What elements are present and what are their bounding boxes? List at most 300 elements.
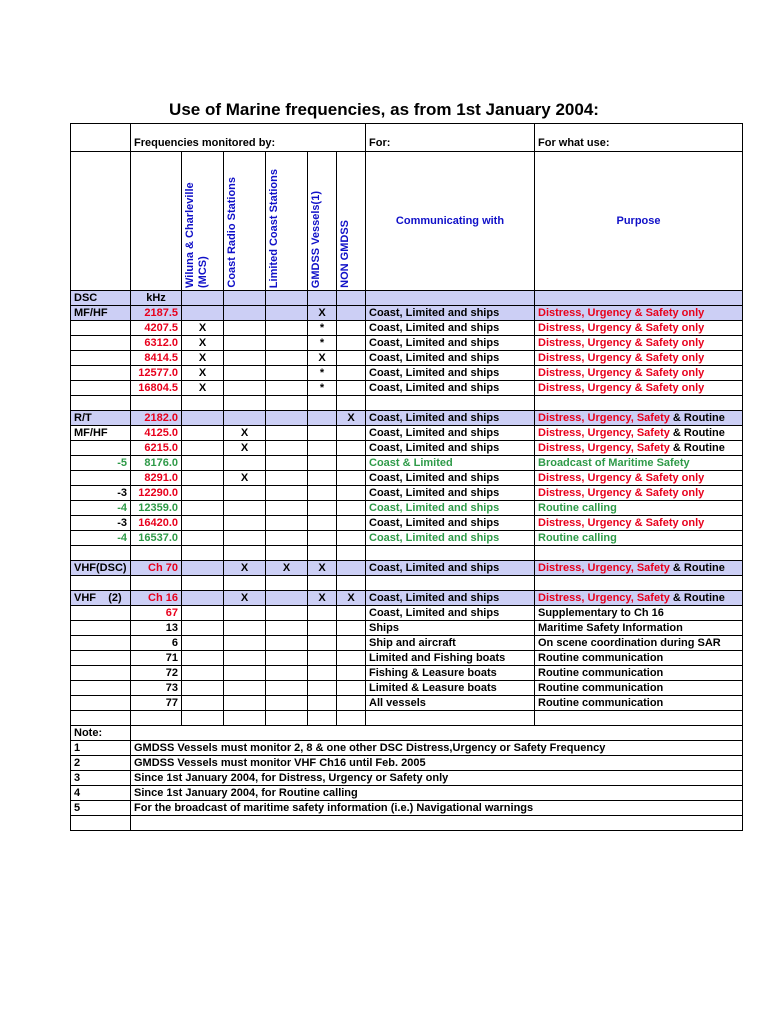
channel: 72: [131, 666, 182, 681]
for-cell: Coast & Limited: [366, 456, 535, 471]
monitor-mark: [266, 336, 308, 351]
monitor-mark: X: [224, 426, 266, 441]
table-cell: [224, 546, 266, 561]
channel: 13: [131, 621, 182, 636]
table-cell: [337, 606, 366, 621]
table-cell: [224, 711, 266, 726]
table-row: [71, 741, 743, 756]
table-row: [71, 321, 743, 336]
for-cell: Coast, Limited and ships: [366, 471, 535, 486]
frequency: 8414.5: [131, 351, 182, 366]
monitor-mark: *: [308, 381, 337, 396]
for-cell: Coast, Limited and ships: [366, 366, 535, 381]
for-cell: Limited & Leasure boats: [366, 681, 535, 696]
table-cell: [224, 576, 266, 591]
monitor-mark: X: [224, 441, 266, 456]
table-cell: [182, 711, 224, 726]
table-row: [71, 756, 743, 771]
table-cell: [182, 576, 224, 591]
frequency: 6312.0: [131, 336, 182, 351]
table-row: [71, 516, 743, 531]
table-cell: [366, 291, 535, 306]
monitor-mark: [337, 306, 366, 321]
for-cell: Coast, Limited and ships: [366, 321, 535, 336]
monitor-mark: X: [308, 306, 337, 321]
monitor-mark: [224, 351, 266, 366]
monitor-mark: [266, 381, 308, 396]
monitor-mark: [182, 456, 224, 471]
monitor-mark: X: [266, 561, 308, 576]
note-number: 3: [71, 771, 131, 786]
monitor-mark: [182, 501, 224, 516]
table-row: [71, 561, 743, 576]
monitor-mark: [224, 321, 266, 336]
table-cell: [266, 576, 308, 591]
monitor-mark: [308, 501, 337, 516]
use-cell: [535, 366, 743, 381]
channel: 6: [131, 636, 182, 651]
table-cell: [71, 321, 131, 336]
table-cell: [182, 666, 224, 681]
use-text: Distress, Urgency & Safety only: [538, 336, 705, 349]
table-cell: [71, 336, 131, 351]
table-cell: [266, 681, 308, 696]
for-cell: Coast, Limited and ships: [366, 336, 535, 351]
table-cell: [308, 291, 337, 306]
table-row: [71, 291, 743, 306]
monitor-mark: X: [337, 411, 366, 426]
note-text: Since 1st January 2004, for Distress, Urgency or Safety only: [131, 771, 743, 786]
use-cell: [535, 441, 743, 456]
table-cell: [71, 711, 131, 726]
monitor-mark: [308, 456, 337, 471]
use-text: Distress, Urgency, Safety: [538, 426, 670, 439]
use-cell: [535, 486, 743, 501]
use-text: Distress, Urgency & Safety only: [538, 381, 705, 394]
monitor-mark: X: [224, 561, 266, 576]
monitor-mark: [266, 531, 308, 546]
section-label: MF/HF: [71, 426, 131, 441]
table-cell: [308, 711, 337, 726]
table-row: [71, 306, 743, 321]
table-cell: [71, 606, 131, 621]
table-cell: [308, 546, 337, 561]
use-text: Distress, Urgency, Safety: [538, 591, 670, 604]
table-cell: [224, 621, 266, 636]
for-cell: Coast, Limited and ships: [366, 351, 535, 366]
table-cell: [337, 681, 366, 696]
monitor-mark: [337, 351, 366, 366]
table-row: [71, 591, 743, 606]
table-row: [71, 666, 743, 681]
header-gmdss-vessels: [308, 152, 337, 291]
monitor-mark: *: [308, 321, 337, 336]
channel: 67: [131, 606, 182, 621]
column-label: GMDSS Vessels(1): [310, 190, 322, 288]
frequency: 16420.0: [131, 516, 182, 531]
use-text: Distress, Urgency & Safety only: [538, 366, 705, 379]
monitor-mark: [224, 306, 266, 321]
for-cell: Coast, Limited and ships: [366, 411, 535, 426]
monitor-mark: [266, 441, 308, 456]
use-cell: [535, 411, 743, 426]
table-row: [71, 351, 743, 366]
column-label: Wiluna & Charleville (MCS): [184, 182, 209, 288]
monitor-mark: [224, 456, 266, 471]
table-cell: [535, 576, 743, 591]
table-cell: [182, 636, 224, 651]
use-cell: [535, 516, 743, 531]
use-cell: Routine communication: [535, 681, 743, 696]
use-text: Distress, Urgency & Safety only: [538, 306, 705, 319]
for-cell: Coast, Limited and ships: [366, 561, 535, 576]
table-cell: [266, 291, 308, 306]
table-cell: [337, 291, 366, 306]
monitor-mark: [337, 516, 366, 531]
unit-label: kHz: [131, 291, 182, 306]
table-cell: [308, 576, 337, 591]
table-row: [71, 681, 743, 696]
table-cell: [71, 696, 131, 711]
use-cell: [535, 471, 743, 486]
note-ref: [71, 471, 131, 486]
monitor-mark: [266, 351, 308, 366]
table-cell: [337, 696, 366, 711]
use-text: Distress, Urgency, Safety: [538, 411, 670, 424]
note-ref: -4: [71, 501, 131, 516]
for-cell: Coast, Limited and ships: [366, 441, 535, 456]
table-cell: [308, 651, 337, 666]
table-cell: [224, 666, 266, 681]
monitor-mark: [308, 411, 337, 426]
column-label: NON GMDSS: [339, 220, 351, 288]
table-cell: [266, 711, 308, 726]
table-cell: [366, 396, 535, 411]
monitor-mark: X: [182, 381, 224, 396]
table-cell: [337, 621, 366, 636]
table-cell: [266, 396, 308, 411]
monitor-mark: [308, 516, 337, 531]
header-for: For:: [366, 124, 535, 152]
use-text: Distress, Urgency & Safety only: [538, 321, 705, 334]
table-cell: [337, 396, 366, 411]
table-cell: [266, 621, 308, 636]
monitor-mark: [224, 501, 266, 516]
monitor-mark: [182, 486, 224, 501]
monitor-mark: [182, 516, 224, 531]
table-row: [71, 696, 743, 711]
table-row: [71, 651, 743, 666]
table-cell: [71, 396, 131, 411]
table-cell: [71, 816, 131, 831]
table-cell: [224, 606, 266, 621]
frequency: 12359.0: [131, 501, 182, 516]
note-number: 2: [71, 756, 131, 771]
for-cell: Coast, Limited and ships: [366, 531, 535, 546]
table-cell: [266, 606, 308, 621]
table-cell: [308, 681, 337, 696]
monitor-mark: [266, 306, 308, 321]
table-row: [71, 636, 743, 651]
use-cell: [535, 501, 743, 516]
frequency: 4125.0: [131, 426, 182, 441]
note-ref: -3: [71, 516, 131, 531]
for-cell: Coast, Limited and ships: [366, 501, 535, 516]
monitor-mark: [266, 366, 308, 381]
table-cell: [182, 621, 224, 636]
use-cell: [535, 426, 743, 441]
note-number: 5: [71, 801, 131, 816]
table-row: [71, 396, 743, 411]
use-cell: Routine communication: [535, 666, 743, 681]
table-cell: [308, 396, 337, 411]
channel: 71: [131, 651, 182, 666]
monitor-mark: [182, 561, 224, 576]
monitor-mark: *: [308, 366, 337, 381]
table-cell: [337, 651, 366, 666]
table-row: [71, 711, 743, 726]
table-cell: [337, 711, 366, 726]
for-cell: Fishing & Leasure boats: [366, 666, 535, 681]
table-cell: [366, 546, 535, 561]
table-row: [71, 124, 743, 152]
monitor-mark: [182, 531, 224, 546]
frequency: 4207.5: [131, 321, 182, 336]
monitor-mark: [337, 456, 366, 471]
table-cell: [71, 636, 131, 651]
frequency: 8291.0: [131, 471, 182, 486]
section-label: R/T: [71, 411, 131, 426]
table-cell: [182, 681, 224, 696]
monitor-mark: [308, 426, 337, 441]
for-cell: All vessels: [366, 696, 535, 711]
use-cell: [535, 456, 743, 471]
table-row: [71, 152, 743, 291]
table-cell: [535, 291, 743, 306]
table-row: [71, 771, 743, 786]
note-text: For the broadcast of maritime safety information (i.e.) Navigational warnings: [131, 801, 743, 816]
table-cell: [71, 366, 131, 381]
column-label: Limited Coast Stations: [268, 168, 280, 288]
for-cell: Coast, Limited and ships: [366, 486, 535, 501]
note-text: Since 1st January 2004, for Routine calling: [131, 786, 743, 801]
for-cell: Ships: [366, 621, 535, 636]
table-cell: [71, 152, 131, 291]
monitor-mark: X: [308, 351, 337, 366]
monitor-mark: [308, 441, 337, 456]
table-row: [71, 501, 743, 516]
monitor-mark: X: [308, 561, 337, 576]
table-cell: [182, 606, 224, 621]
monitor-mark: X: [308, 591, 337, 606]
monitor-mark: [182, 471, 224, 486]
use-text: Routine calling: [538, 501, 617, 514]
table-row: [71, 366, 743, 381]
frequency: 16537.0: [131, 531, 182, 546]
use-cell: [535, 531, 743, 546]
frequency: Ch 16: [131, 591, 182, 606]
monitor-mark: X: [182, 321, 224, 336]
section-label: MF/HF: [71, 306, 131, 321]
note-ref: -3: [71, 486, 131, 501]
table-cell: [535, 546, 743, 561]
monitor-mark: [224, 486, 266, 501]
use-cell: [535, 321, 743, 336]
table-cell: [182, 546, 224, 561]
table-cell: [224, 291, 266, 306]
monitor-mark: [224, 411, 266, 426]
monitor-mark: X: [337, 591, 366, 606]
use-cell: [535, 381, 743, 396]
use-text: Broadcast of Maritime Safety: [538, 456, 690, 469]
use-cell: On scene coordination during SAR: [535, 636, 743, 651]
table-row: [71, 816, 743, 831]
table-row: [71, 606, 743, 621]
table-row: [71, 486, 743, 501]
table-cell: [71, 576, 131, 591]
header-wiluna: [182, 152, 224, 291]
monitor-mark: [337, 366, 366, 381]
table-cell: [131, 576, 182, 591]
table-row: [71, 546, 743, 561]
use-suffix: & Routine: [669, 441, 725, 454]
table-cell: [308, 606, 337, 621]
use-cell: [535, 306, 743, 321]
table-cell: [71, 381, 131, 396]
table-row: [71, 381, 743, 396]
table-row: [71, 441, 743, 456]
monitor-mark: [337, 501, 366, 516]
use-cell: [535, 336, 743, 351]
for-cell: Coast, Limited and ships: [366, 606, 535, 621]
monitor-mark: [266, 426, 308, 441]
table-row: [71, 801, 743, 816]
monitor-mark: [308, 471, 337, 486]
header-coast-radio: [224, 152, 266, 291]
table-cell: [308, 696, 337, 711]
section-label: VHF(DSC): [71, 561, 131, 576]
monitor-mark: X: [224, 591, 266, 606]
monitor-mark: [224, 516, 266, 531]
table-row: [71, 726, 743, 741]
use-cell: Routine communication: [535, 651, 743, 666]
monitor-mark: [266, 321, 308, 336]
table-cell: [131, 816, 743, 831]
for-cell: Ship and aircraft: [366, 636, 535, 651]
table-cell: [71, 681, 131, 696]
table-cell: [308, 636, 337, 651]
frequency: 2182.0: [131, 411, 182, 426]
table-cell: [131, 546, 182, 561]
monitor-mark: [266, 516, 308, 531]
table-row: [71, 786, 743, 801]
use-cell: Supplementary to Ch 16: [535, 606, 743, 621]
table-cell: [266, 546, 308, 561]
table-row: [71, 426, 743, 441]
table-cell: [308, 621, 337, 636]
frequency: 2187.5: [131, 306, 182, 321]
table-cell: [366, 711, 535, 726]
monitor-mark: [337, 441, 366, 456]
monitor-mark: [182, 306, 224, 321]
table-cell: [182, 696, 224, 711]
use-suffix: & Routine: [669, 411, 725, 424]
frequency: 16804.5: [131, 381, 182, 396]
table-row: [71, 456, 743, 471]
frequency: 8176.0: [131, 456, 182, 471]
monitor-mark: [182, 591, 224, 606]
page-title: Use of Marine frequencies, as from 1st January 2004:: [169, 100, 599, 119]
table-cell: [131, 396, 182, 411]
use-cell: [535, 591, 743, 606]
table-cell: [71, 546, 131, 561]
monitor-mark: X: [182, 351, 224, 366]
channel: 73: [131, 681, 182, 696]
monitor-mark: [266, 456, 308, 471]
table-cell: [71, 651, 131, 666]
header-monitored-by: Frequencies monitored by:: [131, 124, 366, 152]
table-cell: [266, 696, 308, 711]
table-cell: [131, 711, 182, 726]
table-cell: [71, 666, 131, 681]
monitor-mark: [308, 531, 337, 546]
table-row: [71, 336, 743, 351]
section-label: DSC: [71, 291, 131, 306]
table-row: [71, 411, 743, 426]
monitor-mark: [337, 471, 366, 486]
header-purpose: Purpose: [535, 152, 743, 291]
notes-label: Note:: [71, 726, 131, 741]
monitor-mark: X: [182, 366, 224, 381]
table-cell: [308, 666, 337, 681]
monitor-mark: *: [308, 336, 337, 351]
table-cell: [131, 152, 182, 291]
monitor-mark: [337, 561, 366, 576]
monitor-mark: [308, 486, 337, 501]
use-text: Distress, Urgency & Safety only: [538, 351, 705, 364]
for-cell: Coast, Limited and ships: [366, 516, 535, 531]
table-cell: [266, 666, 308, 681]
table-cell: [71, 124, 131, 152]
table-cell: [182, 396, 224, 411]
frequency: 12290.0: [131, 486, 182, 501]
table-cell: [71, 621, 131, 636]
monitor-mark: [337, 381, 366, 396]
use-text: Distress, Urgency & Safety only: [538, 516, 705, 529]
table-row: [71, 471, 743, 486]
for-cell: Limited and Fishing boats: [366, 651, 535, 666]
section-label: VHF (2): [71, 591, 131, 606]
monitor-mark: [266, 471, 308, 486]
frequency: 12577.0: [131, 366, 182, 381]
table-cell: [71, 351, 131, 366]
note-ref: -4: [71, 531, 131, 546]
table-cell: [224, 696, 266, 711]
table-cell: [266, 636, 308, 651]
use-text: Distress, Urgency, Safety: [538, 561, 670, 574]
monitor-mark: [337, 426, 366, 441]
monitor-mark: [224, 366, 266, 381]
note-number: 1: [71, 741, 131, 756]
table-cell: [131, 726, 743, 741]
table-cell: [366, 576, 535, 591]
use-suffix: & Routine: [669, 426, 725, 439]
note-text: GMDSS Vessels must monitor 2, 8 & one other DSC Distress,Urgency or Safety Frequency: [131, 741, 743, 756]
table-cell: [535, 396, 743, 411]
table-cell: [535, 711, 743, 726]
use-suffix: & Routine: [669, 591, 725, 604]
table-cell: [337, 576, 366, 591]
